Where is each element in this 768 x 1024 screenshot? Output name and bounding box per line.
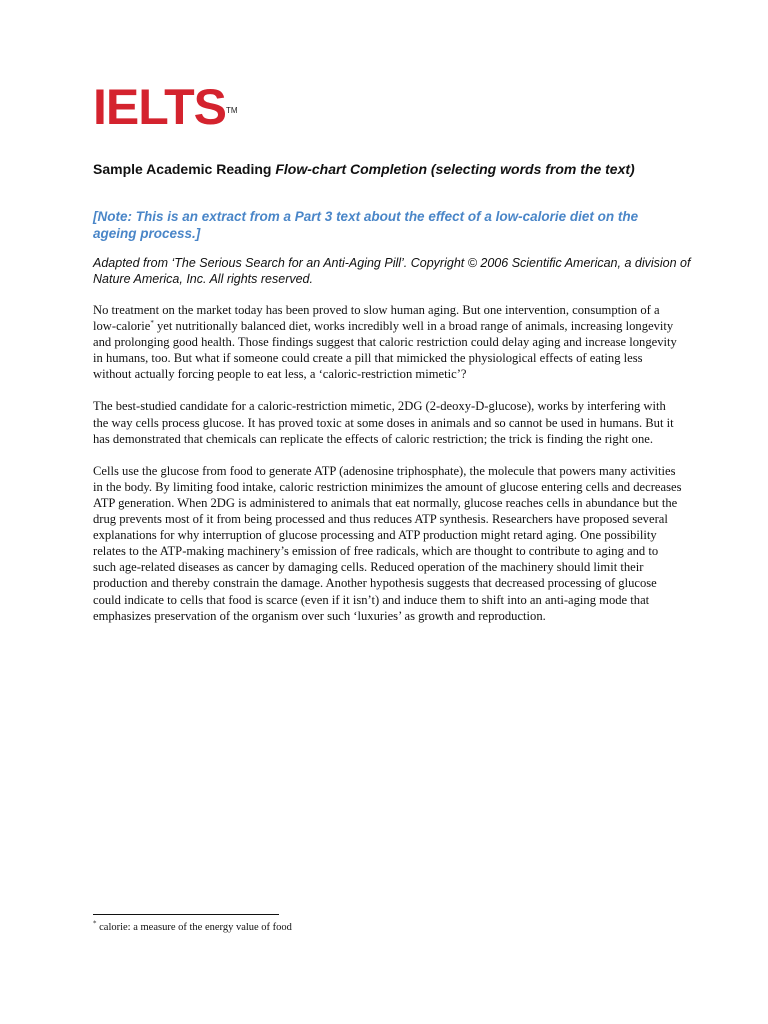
trademark-mark: TM bbox=[225, 106, 238, 115]
page-heading bbox=[93, 160, 673, 178]
footnote-mark: * bbox=[93, 919, 97, 928]
paragraph-3: Cells use the glucose from food to generate ATP (adenosine triphosphate), the molecule that powers many activities in the body. By limiting food intake, caloric restriction minimizes the amount of glucose entering cells and decreases ATP generation. When 2DG is administered to animals that eat normally, glucose reaches cells in abundance but the drug prevents most of it from being processed and thus reduces ATP synthesis. Researchers have proposed several explanations for why interruption of glucose processing and ATP production might retard aging. One possibility relates to the ATP-making machinery’s emission of free radicals, which are thought to contribute to aging and to such age-related diseases as cancer by damaging cells. Reduced operation of the machinery should limit their production and thereby constrain the damage. Another hypothesis suggests that decreased processing of glucose could indicate to cells that food is scarce (even if it isn’t) and induce them to shift into an anti-aging mode that emphasizes preservation of the organism over such ‘luxuries’ as growth and reproduction. bbox=[93, 463, 682, 623]
paragraph-1-part-b: yet nutritionally balanced diet, works incredibly well in a broad range of animals, increasing longevity and prolonging good health. Those findings suggest that caloric restriction could delay aging and increase longevity in humans, too. But what if someone could create a pill that mimicked the physiological effects of eating less without actually forcing people to eat less, a ‘caloric-restriction mimetic’? bbox=[93, 319, 677, 382]
ielts-logo bbox=[93, 79, 238, 135]
source-copyright: Copyright © 2006 Scientific American, a division of Nature America, Inc. All rights reserved. bbox=[93, 256, 691, 286]
paragraph-1 bbox=[93, 302, 683, 382]
heading-italic: Flow-chart Completion (selecting words from the text) bbox=[275, 161, 635, 177]
paragraph-2: The best-studied candidate for a caloric-restriction mimetic, 2DG (2-deoxy-D-glucose), works by interfering with the way cells process glucose. It has proved toxic at some doses in animals and so cannot be used in humans. But it has demonstrated that chemicals can replicate the effects of caloric restriction; the trick is finding the right one. bbox=[93, 399, 674, 446]
source-adapted: Adapted from ‘The Serious Search for an Anti-Aging Pill’. bbox=[93, 256, 408, 270]
paragraph-1-part-a: No treatment on the market today has been proved to slow human aging. But one intervention, consumption of a low-calorie bbox=[93, 303, 660, 334]
reading-passage bbox=[93, 302, 683, 640]
source-citation bbox=[93, 255, 693, 287]
extract-note: [Note: This is an extract from a Part 3 text about the effect of a low-calorie diet on the ageing process.] bbox=[93, 209, 639, 241]
heading-lead: Sample Academic Reading bbox=[93, 161, 276, 177]
footnote bbox=[93, 921, 593, 935]
footnote-text: calorie: a measure of the energy value of food bbox=[96, 922, 292, 933]
logo-text: IELTS bbox=[93, 79, 226, 135]
footnote-divider bbox=[93, 914, 279, 915]
footnote-reference: * bbox=[150, 318, 154, 327]
